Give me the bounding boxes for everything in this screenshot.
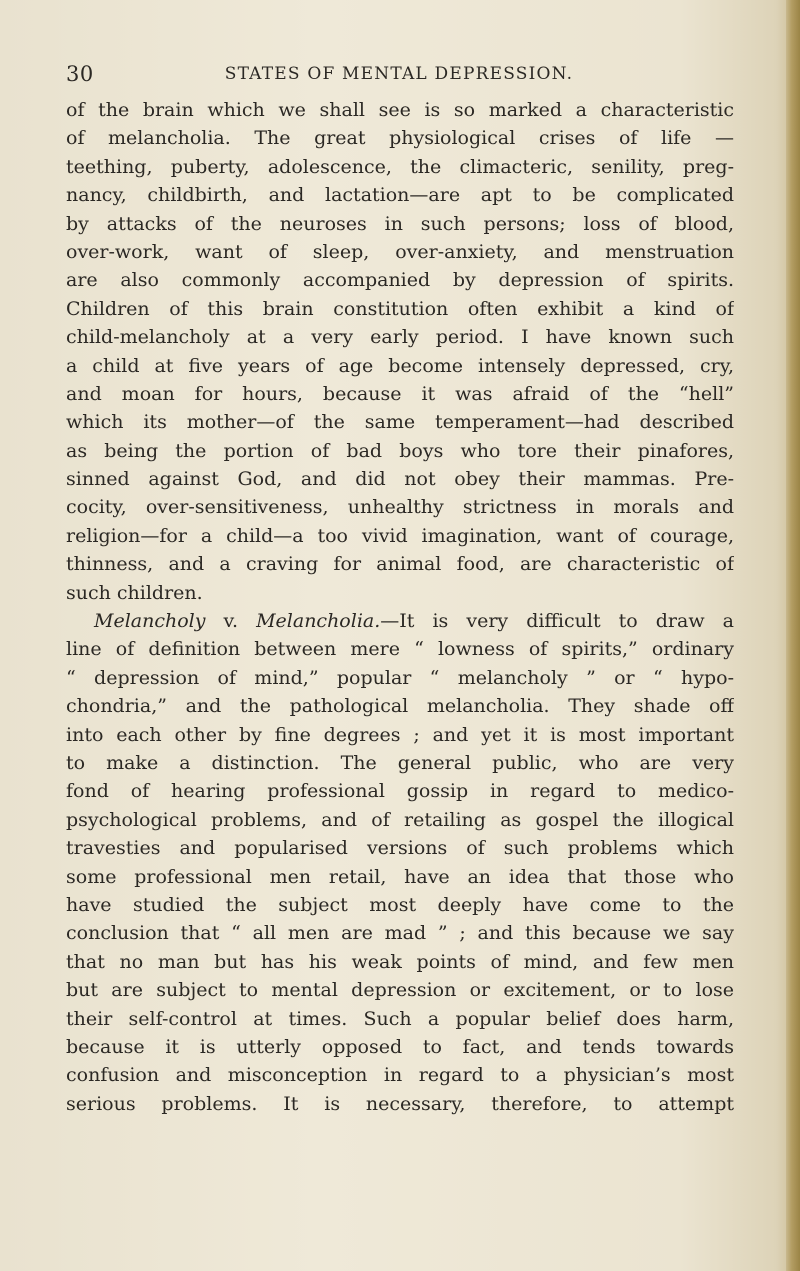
text-line: cocity, over-sensitiveness, unhealthy strictness in morals and	[66, 496, 734, 519]
page-edge	[786, 0, 800, 1271]
text-line: such children.	[66, 581, 203, 604]
text-line: to make a distinction. The general public, who are very	[66, 751, 734, 774]
text-line: confusion and misconception in regard to a physician’s most	[66, 1064, 734, 1087]
text-line: but are subject to mental depression or excitement, or to lose	[66, 979, 734, 1002]
body-text	[66, 96, 734, 1118]
text-line: psychological problems, and of retailing as gospel the illogical	[66, 808, 734, 831]
text-line: “ depression of mind,” popular “ melancholy ” or “ hypo-	[66, 666, 734, 689]
text-line: child-melancholy at a very early period. I have known such	[66, 326, 734, 349]
section-heading-melancholia: Melancholia.	[256, 610, 381, 633]
text-line: which its mother—of the same temperament—had described	[66, 411, 734, 434]
text-line: and moan for hours, because it was afraid of the “hell”	[66, 382, 734, 405]
text-line: sinned against God, and did not obey their mammas. Pre-	[66, 468, 734, 491]
page-header	[66, 62, 732, 86]
text-line: religion—for a child—a too vivid imagination, want of courage,	[66, 524, 734, 547]
text-line: by attacks of the neuroses in such persons; loss of blood,	[66, 212, 734, 235]
text-line: Children of this brain constitution often exhibit a kind of	[66, 297, 734, 320]
text-line: that no man but has his weak points of mind, and few men	[66, 950, 734, 973]
text-line: a child at five years of age become intensely depressed, cry,	[66, 354, 734, 377]
text-line: conclusion that “ all men are mad ” ; and this because we say	[66, 922, 734, 945]
text-line: because it is utterly opposed to fact, and tends towards	[66, 1035, 734, 1058]
paragraph-heading-line	[66, 607, 734, 635]
text-line: nancy, childbirth, and lactation—are apt to be complicated	[66, 184, 734, 207]
text-line: thinness, and a craving for animal food, are characteristic of	[66, 553, 734, 576]
text-line: as being the portion of bad boys who tore their pinafores,	[66, 439, 734, 462]
text-line: over-work, want of sleep, over-anxiety, and menstruation	[66, 240, 734, 263]
text-line: serious problems. It is necessary, therefore, to attempt	[66, 1092, 734, 1115]
section-heading-melancholy: Melancholy	[94, 610, 206, 633]
text-line: are also commonly accompanied by depression of spirits.	[66, 269, 734, 292]
paragraph-first-line-rest: —It is very difficult to draw a	[380, 610, 734, 633]
text-line: line of definition between mere “ lowness of spirits,” ordinary	[66, 638, 734, 661]
text-line: have studied the subject most deeply have come to the	[66, 893, 734, 916]
running-head: STATES OF MENTAL DEPRESSION.	[224, 64, 574, 84]
text-line: of melancholia. The great physiological crises of life —	[66, 127, 734, 150]
text-line: fond of hearing professional gossip in regard to medico-	[66, 780, 734, 803]
text-line: of the brain which we shall see is so marked a characteristic	[66, 99, 734, 121]
text-line: into each other by fine degrees ; and yet it is most important	[66, 723, 734, 746]
text-line: teething, puberty, adolescence, the climacteric, senility, preg-	[66, 155, 734, 178]
text-line: some professional men retail, have an idea that those who	[66, 865, 734, 888]
text-line: travesties and popularised versions of such problems which	[66, 837, 734, 860]
text-line: their self-control at times. Such a popular belief does harm,	[66, 1007, 734, 1030]
section-heading-versus: v.	[205, 610, 257, 633]
text-line: chondria,” and the pathological melancholia. They shade off	[66, 695, 734, 718]
page-number: 30	[66, 62, 94, 86]
